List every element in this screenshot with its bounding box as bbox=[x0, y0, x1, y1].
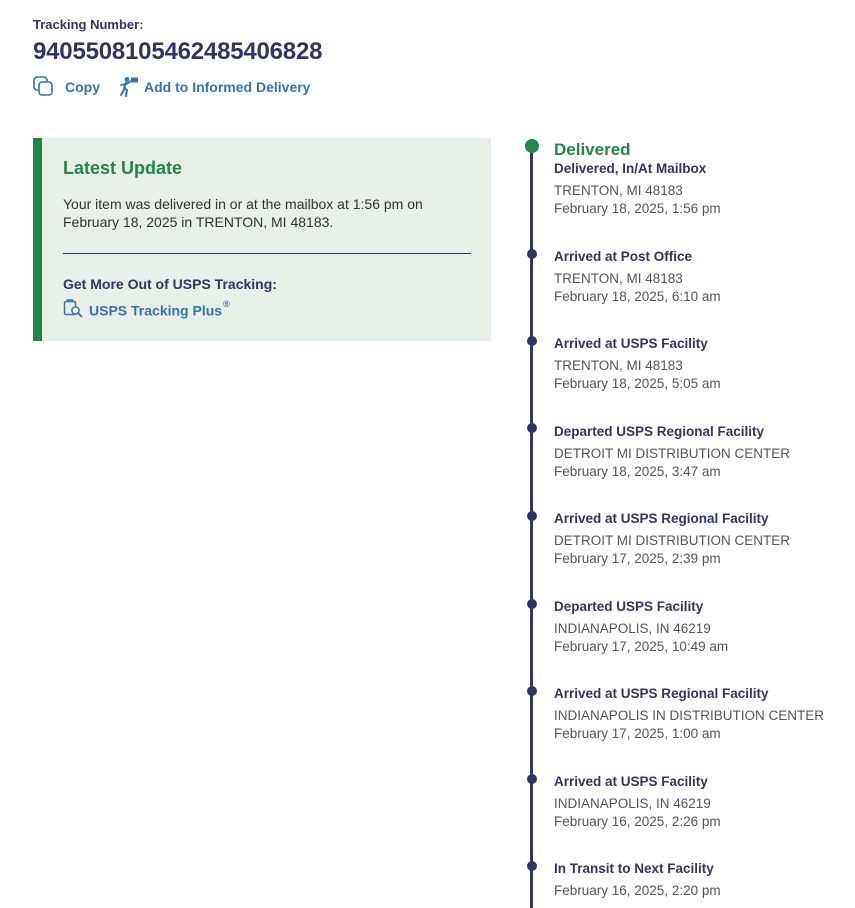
event-location: TRENTON, MI 48183 bbox=[554, 183, 683, 198]
event-title: Arrived at USPS Facility bbox=[554, 774, 708, 789]
tracking-actions bbox=[33, 76, 310, 97]
tracking-event bbox=[554, 423, 790, 481]
latest-update-text: Your item was delivered in or at the mailbox at 1:56 pm on February 18, 2025 in TRENTON, MI 48183. bbox=[63, 196, 423, 230]
timeline-dot bbox=[527, 599, 537, 609]
timeline-dot bbox=[527, 336, 537, 346]
tracking-plus-icon bbox=[63, 299, 83, 321]
event-title: Arrived at Post Office bbox=[554, 249, 693, 264]
event-location: INDIANAPOLIS, IN 46219 bbox=[554, 796, 711, 811]
tracking-event bbox=[554, 335, 721, 393]
event-time: February 17, 2025, 1:00 am bbox=[554, 726, 721, 741]
event-title: Arrived at USPS Regional Facility bbox=[554, 686, 769, 701]
event-title: Departed USPS Facility bbox=[554, 599, 704, 614]
event-time: February 16, 2025, 2:20 pm bbox=[554, 883, 721, 898]
event-location: DETROIT MI DISTRIBUTION CENTER bbox=[554, 533, 791, 548]
tracking-event-delivered bbox=[554, 140, 721, 218]
timeline-dot bbox=[527, 686, 537, 696]
timeline-dot bbox=[527, 774, 537, 784]
timeline-dot-delivered bbox=[525, 139, 539, 153]
informed-delivery-icon bbox=[118, 76, 140, 97]
event-title: Arrived at USPS Regional Facility bbox=[554, 511, 769, 526]
timeline-line bbox=[530, 146, 533, 908]
event-time: February 18, 2025, 6:10 am bbox=[554, 289, 721, 304]
event-location: TRENTON, MI 48183 bbox=[554, 271, 683, 286]
more-tracking-heading: Get More Out of USPS Tracking: bbox=[63, 276, 277, 292]
tracking-event bbox=[554, 860, 721, 900]
event-title: Delivered, In/At Mailbox bbox=[554, 161, 707, 176]
copy-button[interactable] bbox=[33, 76, 100, 97]
event-time: February 17, 2025, 2:39 pm bbox=[554, 551, 721, 566]
usps-tracking-plus-link[interactable] bbox=[63, 299, 230, 321]
timeline-dot bbox=[527, 249, 537, 259]
timeline-dot bbox=[527, 511, 537, 521]
event-time: February 16, 2025, 2:26 pm bbox=[554, 814, 721, 829]
copy-icon bbox=[33, 76, 54, 97]
event-title: Arrived at USPS Facility bbox=[554, 336, 708, 351]
tracking-event bbox=[554, 248, 721, 306]
tracking-plus-text: USPS Tracking Plus bbox=[89, 302, 223, 319]
event-location: INDIANAPOLIS, IN 46219 bbox=[554, 621, 711, 636]
latest-update-card bbox=[33, 138, 491, 341]
event-time: February 17, 2025, 10:49 am bbox=[554, 639, 729, 654]
tracking-event bbox=[554, 685, 824, 743]
tracking-event bbox=[554, 598, 728, 656]
tracking-event bbox=[554, 510, 790, 568]
copy-label: Copy bbox=[65, 78, 100, 95]
event-time: February 18, 2025, 3:47 am bbox=[554, 464, 721, 479]
informed-delivery-label: Add to Informed Delivery bbox=[144, 78, 311, 95]
event-location: TRENTON, MI 48183 bbox=[554, 358, 683, 373]
event-location: DETROIT MI DISTRIBUTION CENTER bbox=[554, 446, 791, 461]
tracking-number-label: Tracking Number: bbox=[33, 17, 144, 32]
event-location: INDIANAPOLIS IN DISTRIBUTION CENTER bbox=[554, 708, 825, 723]
event-title: In Transit to Next Facility bbox=[554, 861, 714, 876]
delivered-status: Delivered bbox=[554, 140, 631, 159]
latest-update-title: Latest Update bbox=[63, 158, 183, 178]
registered-mark: ® bbox=[223, 298, 230, 309]
tracking-number: 9405508105462485406828 bbox=[33, 38, 323, 65]
add-informed-delivery-button[interactable] bbox=[118, 76, 310, 97]
event-time: February 18, 2025, 5:05 am bbox=[554, 376, 721, 391]
divider bbox=[63, 253, 471, 254]
timeline-dot bbox=[527, 423, 537, 433]
event-time: February 18, 2025, 1:56 pm bbox=[554, 201, 721, 216]
tracking-event bbox=[554, 773, 721, 831]
timeline-dot bbox=[527, 861, 537, 871]
event-title: Departed USPS Regional Facility bbox=[554, 424, 765, 439]
tracking-plus-label bbox=[89, 298, 230, 319]
